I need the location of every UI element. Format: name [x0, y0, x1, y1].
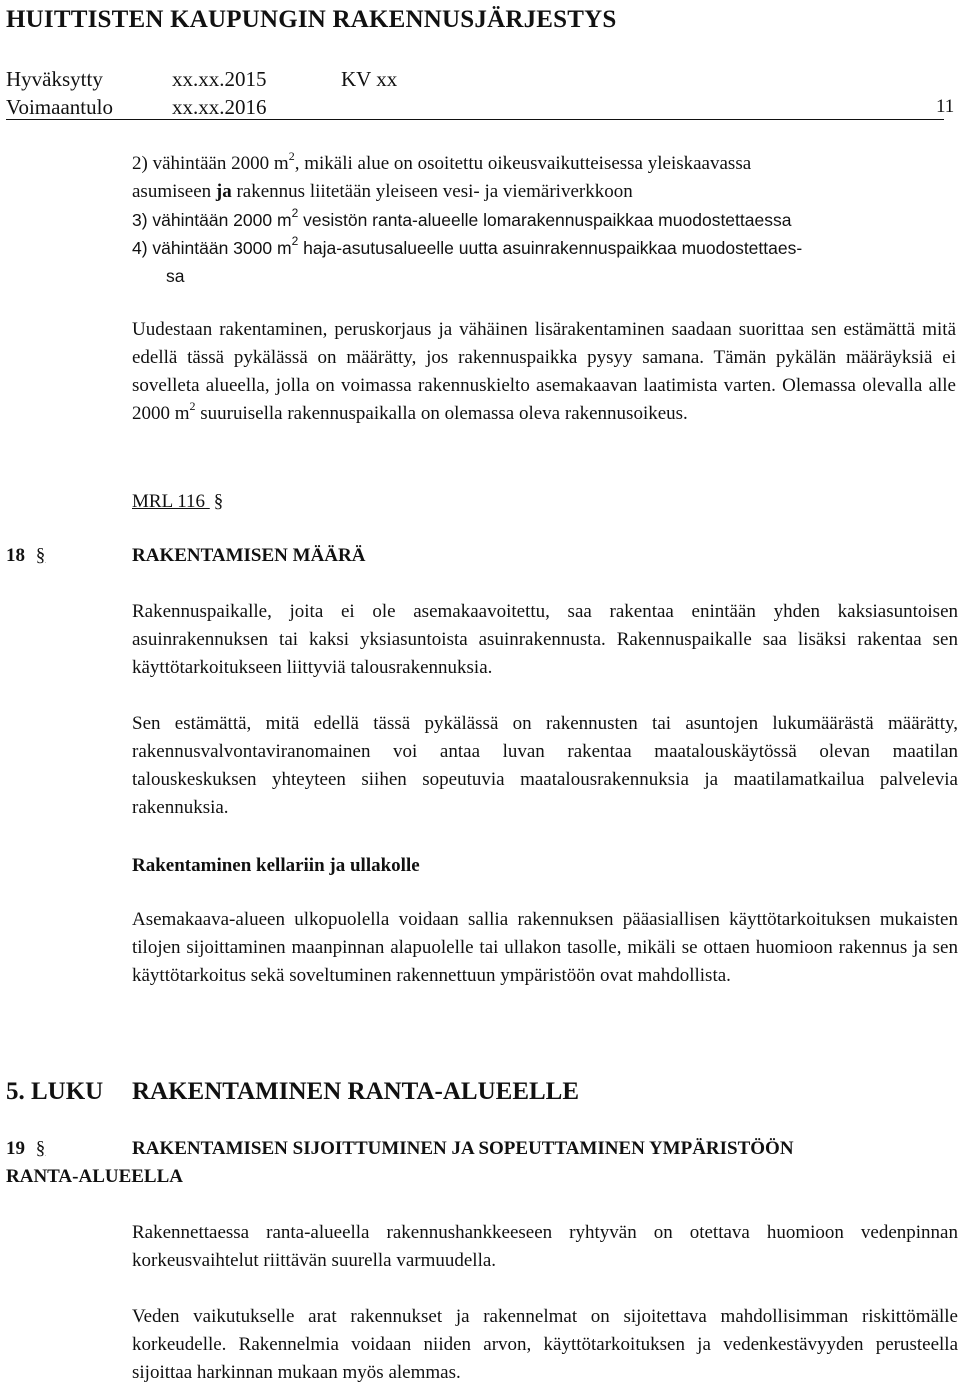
- section-symbol: §: [35, 545, 46, 566]
- section-19-title-line-1: RAKENTAMISEN SIJOITTUMINEN JA SOPEUTTAMINEN YMPÄRISTÖÖN: [132, 1138, 794, 1159]
- law-reference: [132, 488, 223, 516]
- section-18-paragraph-2: Sen estämättä, mitä edellä tässä pykälässä on rakennusten tai asuntojen lukumäärästä määrätty, rakennusvalvontaviranomainen voi antaa luvan rakentaa maatalouskäytössä olevan maatilan talouskeskuksen yhteyteen siihen sopeutuvia maatalousrakennuksia ja maatilamatkailua palvelevia rakennuksia.: [132, 713, 958, 818]
- list-text: rakennus liitetään yleiseen vesi- ja viemäriverkkoon: [231, 181, 633, 202]
- list-text: , mikäli alue on osoitettu oikeusvaikutteisessa yleiskaavassa: [294, 153, 752, 174]
- superscript: 2: [288, 148, 295, 163]
- section-19-paragraph-2: Veden vaikutukselle arat rakennukset ja rakennelmat on sijoitettava mahdollisimman riskittömälle korkeudelle. Rakennelmia voidaan niiden arvon, käyttötarkoituksen ja vedenkestävyyden perusteella sijoittaa harkinnan mukaan myös alemmas.: [132, 1306, 958, 1383]
- list-item: [132, 234, 958, 262]
- section-19-number: [6, 1135, 45, 1163]
- section-number: 19: [6, 1138, 25, 1159]
- section-number: 18: [6, 545, 25, 566]
- section-18-number: [6, 542, 45, 570]
- list-item-continuation: [132, 262, 958, 290]
- chapter-title: RAKENTAMINEN RANTA-ALUEELLE: [132, 1078, 580, 1105]
- approved-label: Hyväksytty: [6, 67, 103, 91]
- requirements-list: [132, 150, 958, 290]
- approved-date: xx.xx.2015: [172, 67, 267, 91]
- list-text: 3) vähintään 2000 m: [132, 210, 292, 230]
- superscript: 2: [291, 206, 299, 221]
- bold-word: ja: [215, 181, 232, 202]
- effective-date: xx.xx.2016: [172, 95, 267, 119]
- list-text: sa: [166, 266, 185, 286]
- section-19-paragraph-1: Rakennettaessa ranta-alueella rakennushankkeeseen ryhtyvän on otettava huomioon vedenpinnan korkeusvaihtelut riittävän suurella varmuudella.: [132, 1222, 958, 1271]
- law-reference-text: MRL 116: [132, 491, 206, 512]
- effective-label: Voimaantulo: [6, 95, 113, 119]
- document-title: HUITTISTEN KAUPUNGIN RAKENNUSJÄRJESTYS: [6, 6, 617, 33]
- page-number: 11: [936, 96, 955, 117]
- list-text: asumiseen: [132, 181, 216, 202]
- section-18-paragraph-3: Asemakaava-alueen ulkopuolella voidaan sallia rakennuksen pääasiallisen käyttötarkoituksen mukaisten tilojen sijoittaminen maanpinnan alapuolelle tai ullakon tasolle, mikäli se ottaen huomioon rakennus ja sen käyttötarkoitus sekä soveltuminen rakennettuun ympäristöön ovat mahdollista.: [132, 909, 958, 986]
- list-item: [132, 206, 958, 234]
- superscript: 2: [291, 234, 299, 249]
- list-text: haja-asutusalueelle uutta asuinrakennuspaikkaa muodostettaes-: [298, 238, 803, 258]
- list-item: [132, 150, 958, 178]
- list-item-continuation: [132, 178, 958, 206]
- list-text: vesistön ranta-alueelle lomarakennuspaikkaa muodostettaessa: [298, 210, 792, 230]
- paragraph-text: Uudestaan rakentaminen, peruskorjaus ja vähäinen lisärakentaminen saadaan suorittaa sen estämättä mitä edellä tässä pykälässä on määrätty, jos rakennuspaikka pysyy samana. Tämän pykälän määräyksiä ei sovelleta alueella, jolla on voimassa rakennuskielto asemakaavan laatimista varten. Olemassa olevalla alle 2000 m: [132, 319, 956, 424]
- council-ref: KV xx: [341, 67, 398, 91]
- section-18-title: RAKENTAMISEN MÄÄRÄ: [132, 545, 366, 566]
- paragraph-rebuilding: [132, 316, 956, 428]
- header-rule: [6, 119, 944, 120]
- section-symbol: §: [35, 1138, 46, 1159]
- section-symbol: §: [213, 491, 224, 512]
- section-19-title-line-2: RANTA-ALUEELLA: [6, 1166, 184, 1187]
- section-18-subheading: Rakentaminen kellariin ja ullakolle: [132, 855, 420, 876]
- section-18-paragraph-1: Rakennuspaikalle, joita ei ole asemakaavoitettu, saa rakentaa enintään yhden kaksiasuntoisen asuinrakennuksen tai kaksi yksiasuntoista asuinrakennusta. Rakennuspaikalle saa lisäksi rakentaa sen käyttötarkoitukseen liittyviä talousrakennuksia.: [132, 601, 958, 678]
- chapter-number: 5. LUKU: [6, 1078, 104, 1105]
- superscript: 2: [189, 398, 196, 413]
- paragraph-text: suuruisella rakennuspaikalla on olemassa oleva rakennusoikeus.: [195, 403, 688, 424]
- list-text: 2) vähintään 2000 m: [132, 153, 289, 174]
- list-text: 4) vähintään 3000 m: [132, 238, 292, 258]
